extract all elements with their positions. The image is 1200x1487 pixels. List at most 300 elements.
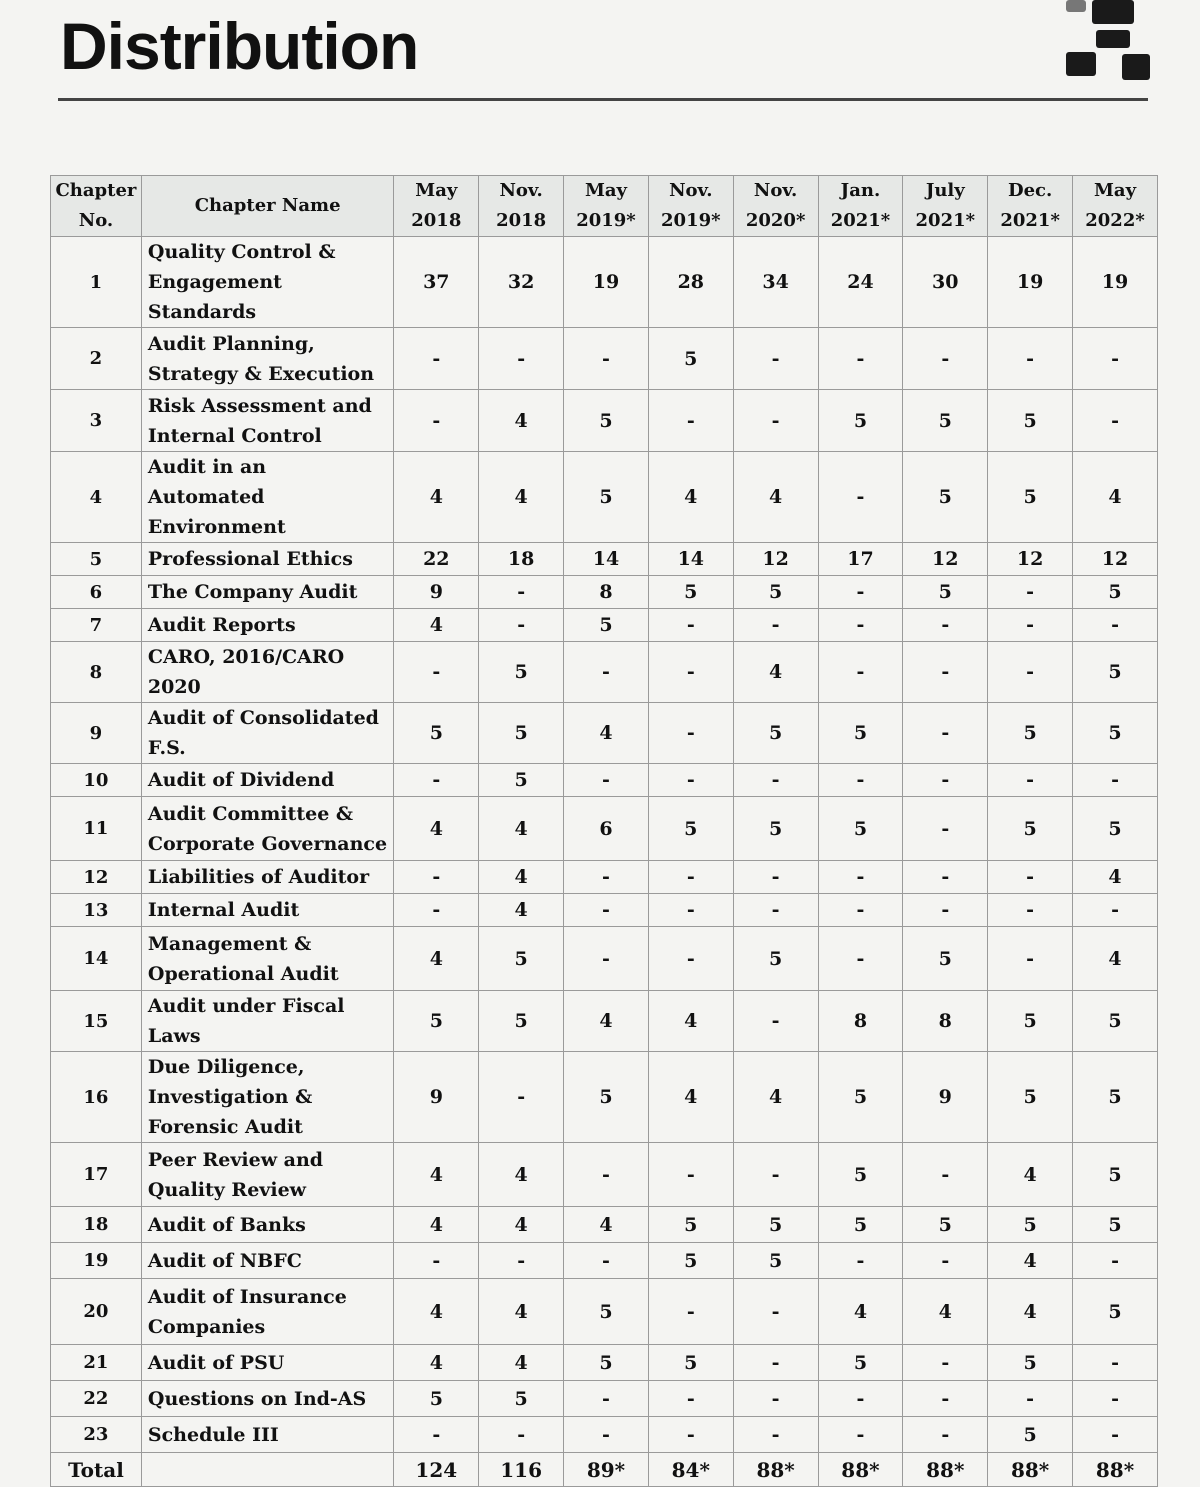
chapter-no: 21 — [51, 1345, 142, 1381]
marks-cell: - — [1073, 1345, 1158, 1381]
chapter-no: 17 — [51, 1143, 142, 1207]
marks-cell: 14 — [648, 543, 733, 576]
marks-cell: 5 — [1073, 1143, 1158, 1207]
marks-cell: - — [733, 328, 818, 390]
header-period: May 2018 — [394, 176, 479, 237]
marks-cell: - — [564, 927, 649, 991]
logo — [1030, 0, 1160, 90]
marks-cell: - — [733, 390, 818, 452]
chapter-name: Management & Operational Audit — [141, 927, 394, 991]
chapter-no: 2 — [51, 328, 142, 390]
marks-cell: 4 — [564, 1207, 649, 1243]
chapter-name: Internal Audit — [141, 894, 394, 927]
marks-cell: 9 — [394, 576, 479, 609]
marks-cell: 4 — [394, 452, 479, 543]
marks-cell: 12 — [1073, 543, 1158, 576]
chapter-no: 6 — [51, 576, 142, 609]
marks-cell: 4 — [903, 1279, 988, 1345]
marks-cell: - — [818, 576, 903, 609]
marks-cell: - — [648, 1417, 733, 1453]
marks-cell: - — [818, 1243, 903, 1279]
marks-cell: - — [988, 328, 1073, 390]
marks-cell: 14 — [564, 543, 649, 576]
marks-cell: 4 — [479, 1345, 564, 1381]
marks-cell: 5 — [903, 927, 988, 991]
chapter-name: Schedule III — [141, 1417, 394, 1453]
chapter-name: Audit Reports — [141, 609, 394, 642]
total-row — [51, 1453, 1158, 1487]
marks-cell: 4 — [479, 390, 564, 452]
marks-cell: - — [988, 609, 1073, 642]
marks-cell: 5 — [903, 452, 988, 543]
marks-cell: 5 — [394, 991, 479, 1052]
marks-cell: - — [733, 1381, 818, 1417]
marks-cell: 5 — [1073, 642, 1158, 703]
marks-cell: 5 — [564, 1345, 649, 1381]
table-row — [51, 861, 1158, 894]
marks-cell: - — [903, 1345, 988, 1381]
marks-cell: 5 — [1073, 797, 1158, 861]
table-row — [51, 991, 1158, 1052]
marks-cell: - — [394, 894, 479, 927]
chapter-name: Audit of Banks — [141, 1207, 394, 1243]
marks-cell: - — [818, 609, 903, 642]
chapter-name: Due Diligence, Investigation & Forensic Audit — [141, 1052, 394, 1143]
marks-cell: 5 — [818, 703, 903, 764]
header-chapter-no: Chapter No. — [51, 176, 142, 237]
marks-cell: - — [394, 642, 479, 703]
marks-cell: - — [394, 861, 479, 894]
marks-cell: - — [564, 894, 649, 927]
marks-cell: 4 — [394, 1207, 479, 1243]
chapter-no: 12 — [51, 861, 142, 894]
chapter-name: Questions on Ind-AS — [141, 1381, 394, 1417]
marks-cell: 5 — [988, 390, 1073, 452]
marks-cell: 5 — [818, 1207, 903, 1243]
chapter-name: Liabilities of Auditor — [141, 861, 394, 894]
marks-cell: - — [903, 642, 988, 703]
marks-cell: - — [648, 703, 733, 764]
marks-cell: 4 — [733, 452, 818, 543]
marks-cell: - — [1073, 1243, 1158, 1279]
table-row — [51, 764, 1158, 797]
chapter-name: Peer Review and Quality Review — [141, 1143, 394, 1207]
marks-cell: 4 — [479, 1279, 564, 1345]
marks-cell: 5 — [988, 1207, 1073, 1243]
marks-cell: 4 — [988, 1279, 1073, 1345]
marks-cell: - — [1073, 764, 1158, 797]
marks-cell: - — [648, 1381, 733, 1417]
marks-cell: 18 — [479, 543, 564, 576]
chapter-no: 7 — [51, 609, 142, 642]
marks-cell: 4 — [564, 703, 649, 764]
marks-cell: - — [564, 764, 649, 797]
marks-cell: - — [903, 764, 988, 797]
marks-cell: - — [903, 1143, 988, 1207]
marks-cell: - — [733, 609, 818, 642]
marks-cell: 19 — [1073, 237, 1158, 328]
chapter-no: 22 — [51, 1381, 142, 1417]
marks-cell: - — [479, 1417, 564, 1453]
marks-cell: 5 — [564, 1052, 649, 1143]
marks-cell: - — [988, 894, 1073, 927]
marks-cell: - — [818, 328, 903, 390]
marks-cell: 5 — [1073, 703, 1158, 764]
marks-cell: 22 — [394, 543, 479, 576]
marks-cell: 12 — [988, 543, 1073, 576]
marks-cell: - — [988, 764, 1073, 797]
chapter-no: 8 — [51, 642, 142, 703]
marks-cell: - — [733, 1417, 818, 1453]
marks-cell: - — [818, 927, 903, 991]
marks-cell: 5 — [648, 1207, 733, 1243]
marks-cell: 4 — [394, 1143, 479, 1207]
marks-cell: 5 — [988, 452, 1073, 543]
marks-cell: 6 — [564, 797, 649, 861]
marks-cell: 9 — [903, 1052, 988, 1143]
table-row — [51, 703, 1158, 764]
chapter-no: 20 — [51, 1279, 142, 1345]
marks-cell: 5 — [479, 927, 564, 991]
chapter-name: Risk Assessment and Internal Control — [141, 390, 394, 452]
chapter-name: Audit in an Automated Environment — [141, 452, 394, 543]
marks-cell: 5 — [733, 927, 818, 991]
table-row — [51, 1052, 1158, 1143]
marks-cell: - — [648, 861, 733, 894]
marks-cell: 4 — [394, 927, 479, 991]
marks-cell: - — [818, 764, 903, 797]
marks-cell: - — [988, 642, 1073, 703]
marks-cell: 5 — [564, 452, 649, 543]
total-cell: 84* — [648, 1453, 733, 1487]
marks-cell: - — [394, 390, 479, 452]
chapter-name: CARO, 2016/CARO 2020 — [141, 642, 394, 703]
marks-cell: 5 — [988, 1345, 1073, 1381]
marks-cell: - — [818, 642, 903, 703]
marks-cell: - — [479, 576, 564, 609]
marks-cell: 5 — [648, 797, 733, 861]
total-cell: 88* — [818, 1453, 903, 1487]
marks-cell: - — [818, 1381, 903, 1417]
marks-cell: 5 — [988, 991, 1073, 1052]
marks-cell: 5 — [988, 797, 1073, 861]
table-row — [51, 543, 1158, 576]
chapter-no: 3 — [51, 390, 142, 452]
marks-cell: 5 — [988, 1052, 1073, 1143]
distribution-table — [50, 175, 1158, 1487]
table-row — [51, 609, 1158, 642]
marks-cell: 4 — [394, 609, 479, 642]
marks-cell: - — [479, 328, 564, 390]
marks-cell: 4 — [733, 1052, 818, 1143]
marks-cell: - — [818, 894, 903, 927]
marks-cell: - — [564, 1381, 649, 1417]
table-row — [51, 797, 1158, 861]
total-cell: 88* — [903, 1453, 988, 1487]
marks-cell: - — [1073, 328, 1158, 390]
marks-cell: 8 — [564, 576, 649, 609]
marks-cell: - — [394, 328, 479, 390]
chapter-name: Audit Committee & Corporate Governance — [141, 797, 394, 861]
marks-cell: 12 — [733, 543, 818, 576]
marks-cell: - — [903, 861, 988, 894]
marks-cell: 4 — [394, 1345, 479, 1381]
chapter-name: Audit of PSU — [141, 1345, 394, 1381]
chapter-no: 9 — [51, 703, 142, 764]
marks-cell: - — [903, 1417, 988, 1453]
marks-cell: - — [818, 452, 903, 543]
marks-cell: - — [648, 390, 733, 452]
marks-cell: 5 — [1073, 1207, 1158, 1243]
marks-cell: - — [648, 764, 733, 797]
table-row — [51, 1345, 1158, 1381]
table-row — [51, 1207, 1158, 1243]
table-row — [51, 927, 1158, 991]
marks-cell: 4 — [479, 452, 564, 543]
table-row — [51, 237, 1158, 328]
chapter-no: 19 — [51, 1243, 142, 1279]
marks-cell: 5 — [648, 328, 733, 390]
header-chapter-name: Chapter Name — [141, 176, 394, 237]
marks-cell: 4 — [988, 1143, 1073, 1207]
marks-cell: - — [1073, 894, 1158, 927]
table-row — [51, 576, 1158, 609]
chapter-name: Quality Control & Engagement Standards — [141, 237, 394, 328]
marks-cell: 5 — [818, 1345, 903, 1381]
total-name-blank — [141, 1453, 394, 1487]
chapter-name: Audit of Dividend — [141, 764, 394, 797]
marks-cell: 5 — [564, 1279, 649, 1345]
marks-cell: 5 — [818, 1143, 903, 1207]
marks-cell: - — [648, 642, 733, 703]
marks-cell: 5 — [1073, 576, 1158, 609]
chapter-name: Audit Planning, Strategy & Execution — [141, 328, 394, 390]
marks-cell: - — [733, 1279, 818, 1345]
marks-cell: - — [903, 1381, 988, 1417]
marks-cell: 19 — [564, 237, 649, 328]
marks-cell: 5 — [903, 390, 988, 452]
marks-cell: - — [564, 1143, 649, 1207]
marks-cell: - — [564, 1417, 649, 1453]
total-cell: 89* — [564, 1453, 649, 1487]
total-cell: 124 — [394, 1453, 479, 1487]
chapter-no: 16 — [51, 1052, 142, 1143]
total-cell: 88* — [1073, 1453, 1158, 1487]
chapter-name: Audit of Insurance Companies — [141, 1279, 394, 1345]
header-period: Nov. 2020* — [733, 176, 818, 237]
marks-cell: - — [1073, 1417, 1158, 1453]
marks-cell: 5 — [479, 991, 564, 1052]
marks-cell: 5 — [479, 703, 564, 764]
marks-cell: 4 — [564, 991, 649, 1052]
header-period: July 2021* — [903, 176, 988, 237]
marks-cell: - — [479, 1052, 564, 1143]
chapter-name: The Company Audit — [141, 576, 394, 609]
marks-cell: 12 — [903, 543, 988, 576]
header-period: Nov. 2018 — [479, 176, 564, 237]
marks-cell: - — [394, 1417, 479, 1453]
marks-cell: 24 — [818, 237, 903, 328]
marks-cell: - — [903, 797, 988, 861]
marks-cell: 4 — [394, 1279, 479, 1345]
header-period: Dec. 2021* — [988, 176, 1073, 237]
marks-cell: 5 — [394, 1381, 479, 1417]
marks-cell: - — [903, 1243, 988, 1279]
marks-cell: 5 — [1073, 991, 1158, 1052]
marks-cell: 4 — [1073, 927, 1158, 991]
marks-cell: - — [648, 1143, 733, 1207]
marks-cell: 5 — [479, 1381, 564, 1417]
total-cell: 88* — [733, 1453, 818, 1487]
marks-cell: - — [564, 1243, 649, 1279]
marks-cell: 5 — [818, 797, 903, 861]
marks-cell: 5 — [903, 1207, 988, 1243]
header-period: May 2022* — [1073, 176, 1158, 237]
marks-cell: 4 — [479, 894, 564, 927]
table-row — [51, 1143, 1158, 1207]
marks-cell: - — [988, 1381, 1073, 1417]
marks-cell: - — [1073, 390, 1158, 452]
marks-cell: 5 — [1073, 1052, 1158, 1143]
total-cell: 116 — [479, 1453, 564, 1487]
marks-cell: 5 — [1073, 1279, 1158, 1345]
table-row — [51, 1243, 1158, 1279]
marks-cell: - — [988, 861, 1073, 894]
marks-cell: - — [479, 1243, 564, 1279]
marks-cell: - — [733, 1345, 818, 1381]
marks-cell: 4 — [394, 797, 479, 861]
marks-cell: 5 — [733, 1207, 818, 1243]
chapter-no: 10 — [51, 764, 142, 797]
table-row — [51, 1381, 1158, 1417]
marks-cell: 5 — [733, 703, 818, 764]
marks-cell: - — [564, 328, 649, 390]
marks-cell: - — [818, 1417, 903, 1453]
title-rule — [58, 98, 1148, 101]
marks-cell: - — [564, 642, 649, 703]
marks-cell: 4 — [648, 452, 733, 543]
table-row — [51, 1279, 1158, 1345]
marks-cell: 28 — [648, 237, 733, 328]
page-title: Distribution — [60, 9, 419, 83]
marks-cell: - — [733, 894, 818, 927]
marks-cell: - — [648, 609, 733, 642]
table-row — [51, 894, 1158, 927]
chapter-name: Audit under Fiscal Laws — [141, 991, 394, 1052]
marks-cell: 5 — [733, 576, 818, 609]
marks-cell: - — [1073, 609, 1158, 642]
marks-cell: 4 — [648, 1052, 733, 1143]
marks-cell: 8 — [903, 991, 988, 1052]
marks-cell: 37 — [394, 237, 479, 328]
table-row — [51, 642, 1158, 703]
header-period: Nov. 2019* — [648, 176, 733, 237]
marks-cell: 5 — [988, 703, 1073, 764]
marks-cell: - — [988, 927, 1073, 991]
chapter-name: Audit of NBFC — [141, 1243, 394, 1279]
marks-cell: 4 — [1073, 861, 1158, 894]
marks-cell: 4 — [1073, 452, 1158, 543]
chapter-name: Audit of Consolidated F.S. — [141, 703, 394, 764]
marks-cell: 5 — [564, 390, 649, 452]
header-period: Jan. 2021* — [818, 176, 903, 237]
chapter-no: 23 — [51, 1417, 142, 1453]
marks-cell: 5 — [479, 642, 564, 703]
marks-cell: 5 — [648, 576, 733, 609]
marks-cell: 5 — [648, 1243, 733, 1279]
marks-cell: 5 — [733, 1243, 818, 1279]
marks-cell: - — [733, 861, 818, 894]
marks-cell: 5 — [818, 390, 903, 452]
marks-cell: - — [564, 861, 649, 894]
marks-cell: 5 — [479, 764, 564, 797]
marks-cell: - — [903, 703, 988, 764]
chapter-no: 5 — [51, 543, 142, 576]
marks-cell: 9 — [394, 1052, 479, 1143]
header-period: May 2019* — [564, 176, 649, 237]
chapter-no: 1 — [51, 237, 142, 328]
marks-cell: 4 — [818, 1279, 903, 1345]
marks-cell: - — [1073, 1381, 1158, 1417]
table-row — [51, 328, 1158, 390]
marks-cell: 5 — [733, 797, 818, 861]
marks-cell: - — [733, 991, 818, 1052]
marks-cell: - — [394, 764, 479, 797]
marks-cell: 4 — [479, 1143, 564, 1207]
marks-cell: 4 — [479, 861, 564, 894]
marks-cell: - — [818, 861, 903, 894]
marks-cell: 34 — [733, 237, 818, 328]
marks-cell: 4 — [479, 797, 564, 861]
marks-cell: 5 — [564, 609, 649, 642]
marks-cell: - — [903, 894, 988, 927]
marks-cell: 30 — [903, 237, 988, 328]
marks-cell: - — [903, 328, 988, 390]
marks-cell: 5 — [988, 1417, 1073, 1453]
marks-cell: 8 — [818, 991, 903, 1052]
marks-cell: 17 — [818, 543, 903, 576]
total-label: Total — [51, 1453, 142, 1487]
marks-cell: - — [648, 894, 733, 927]
marks-cell: 5 — [394, 703, 479, 764]
header-row — [51, 176, 1158, 237]
chapter-no: 18 — [51, 1207, 142, 1243]
marks-cell: 19 — [988, 237, 1073, 328]
marks-cell: 5 — [648, 1345, 733, 1381]
chapter-no: 14 — [51, 927, 142, 991]
marks-cell: - — [733, 1143, 818, 1207]
table-row — [51, 452, 1158, 543]
table-row — [51, 390, 1158, 452]
marks-cell: - — [394, 1243, 479, 1279]
marks-cell: 4 — [988, 1243, 1073, 1279]
marks-cell: - — [988, 576, 1073, 609]
marks-cell: - — [903, 609, 988, 642]
marks-cell: - — [479, 609, 564, 642]
marks-cell: - — [648, 927, 733, 991]
marks-cell: - — [648, 1279, 733, 1345]
marks-cell: - — [733, 764, 818, 797]
marks-cell: 4 — [733, 642, 818, 703]
chapter-name: Professional Ethics — [141, 543, 394, 576]
chapter-no: 13 — [51, 894, 142, 927]
total-cell: 88* — [988, 1453, 1073, 1487]
marks-cell: 5 — [903, 576, 988, 609]
chapter-no: 15 — [51, 991, 142, 1052]
table-row — [51, 1417, 1158, 1453]
marks-cell: 5 — [818, 1052, 903, 1143]
marks-cell: 32 — [479, 237, 564, 328]
